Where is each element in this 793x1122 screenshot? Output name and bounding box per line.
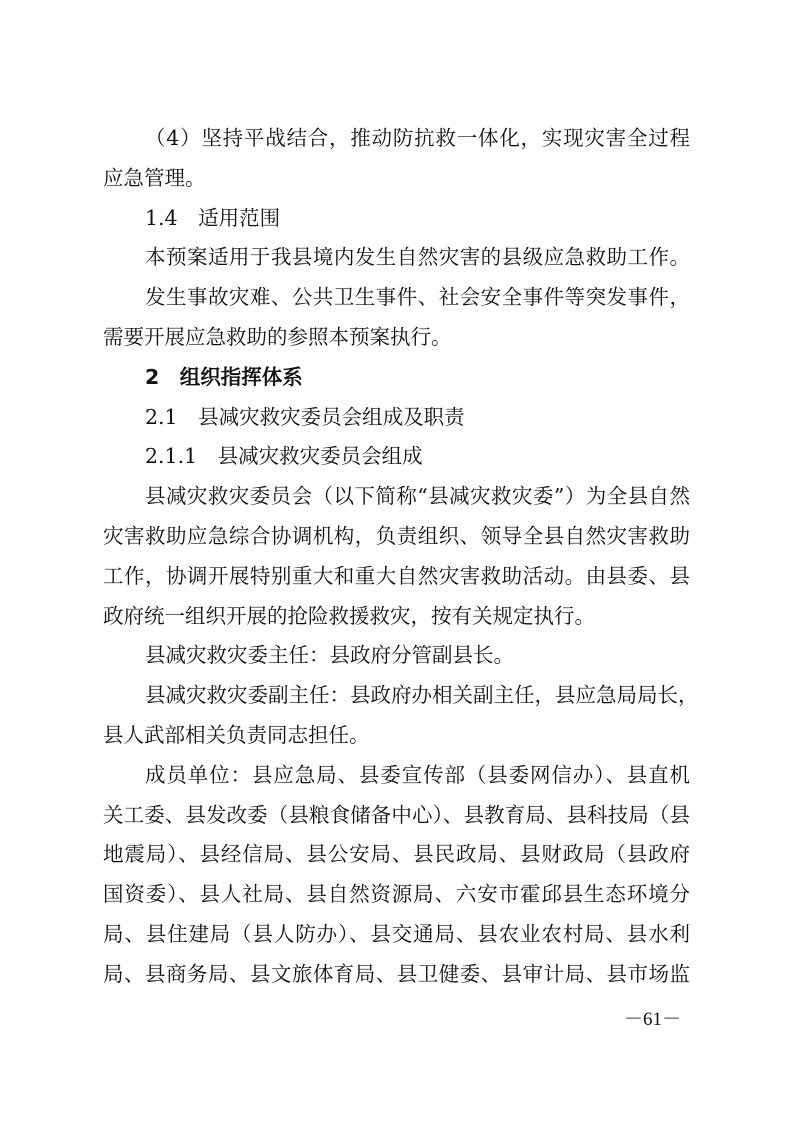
- text-line: （4）坚持平战结合，推动防抗救一体化，实现灾害全过程: [145, 126, 690, 150]
- text-line: 国资委）、县人社局、县自然资源局、六安市霍邱县生态环境分: [103, 882, 690, 907]
- text-line: 本预案适用于我县境内发生自然灾害的县级应急救助工作。: [145, 245, 690, 270]
- text-line: 局、县住建局（县人防办）、县交通局、县农业农村局、县水利: [103, 922, 690, 946]
- subsection-heading: 2.1.1 县减灾救灾委员会组成: [145, 444, 423, 469]
- chapter-heading: 2 组织指挥体系: [145, 364, 303, 389]
- text-line: 县减灾救灾委主任：县政府分管副县长。: [145, 643, 514, 668]
- text-line: 工作，协调开展特别重大和重大自然灾害救助活动。由县委、县: [103, 563, 690, 588]
- text-line: 县减灾救灾委员会（以下简称“县减灾救灾委”）为全县自然: [145, 484, 690, 509]
- text-line: 成员单位：县应急局、县委宣传部（县委网信办）、县直机: [145, 762, 690, 787]
- text-line: 关工委、县发改委（县粮食储备中心）、县教育局、县科技局（县: [103, 802, 690, 827]
- text-line: 需要开展应急救助的参照本预案执行。: [103, 325, 452, 349]
- text-line: 县减灾救灾委副主任：县政府办相关副主任，县应急局局长，: [145, 683, 699, 708]
- text-line: 地震局）、县经信局、县公安局、县民政局、县财政局（县政府: [103, 842, 690, 867]
- section-heading: 1.4 适用范围: [145, 205, 281, 230]
- text-line: 县人武部相关负责同志担任。: [103, 723, 370, 747]
- text-line: 发生事故灾难、公共卫生事件、社会安全事件等突发事件，: [145, 285, 690, 310]
- text-line: 政府统一组织开展的抢险救援救灾，按有关规定执行。: [103, 603, 595, 628]
- page-number: －61－: [623, 1008, 681, 1030]
- text-line: 灾害救助应急综合协调机构，负责组织、领导全县自然灾害救助: [103, 524, 690, 548]
- text-line: 局、县商务局、县文旅体育局、县卫健委、县审计局、县市场监: [103, 961, 690, 986]
- text-line: 应急管理。: [103, 165, 206, 190]
- section-heading: 2.1 县减灾救灾委员会组成及职责: [145, 404, 465, 429]
